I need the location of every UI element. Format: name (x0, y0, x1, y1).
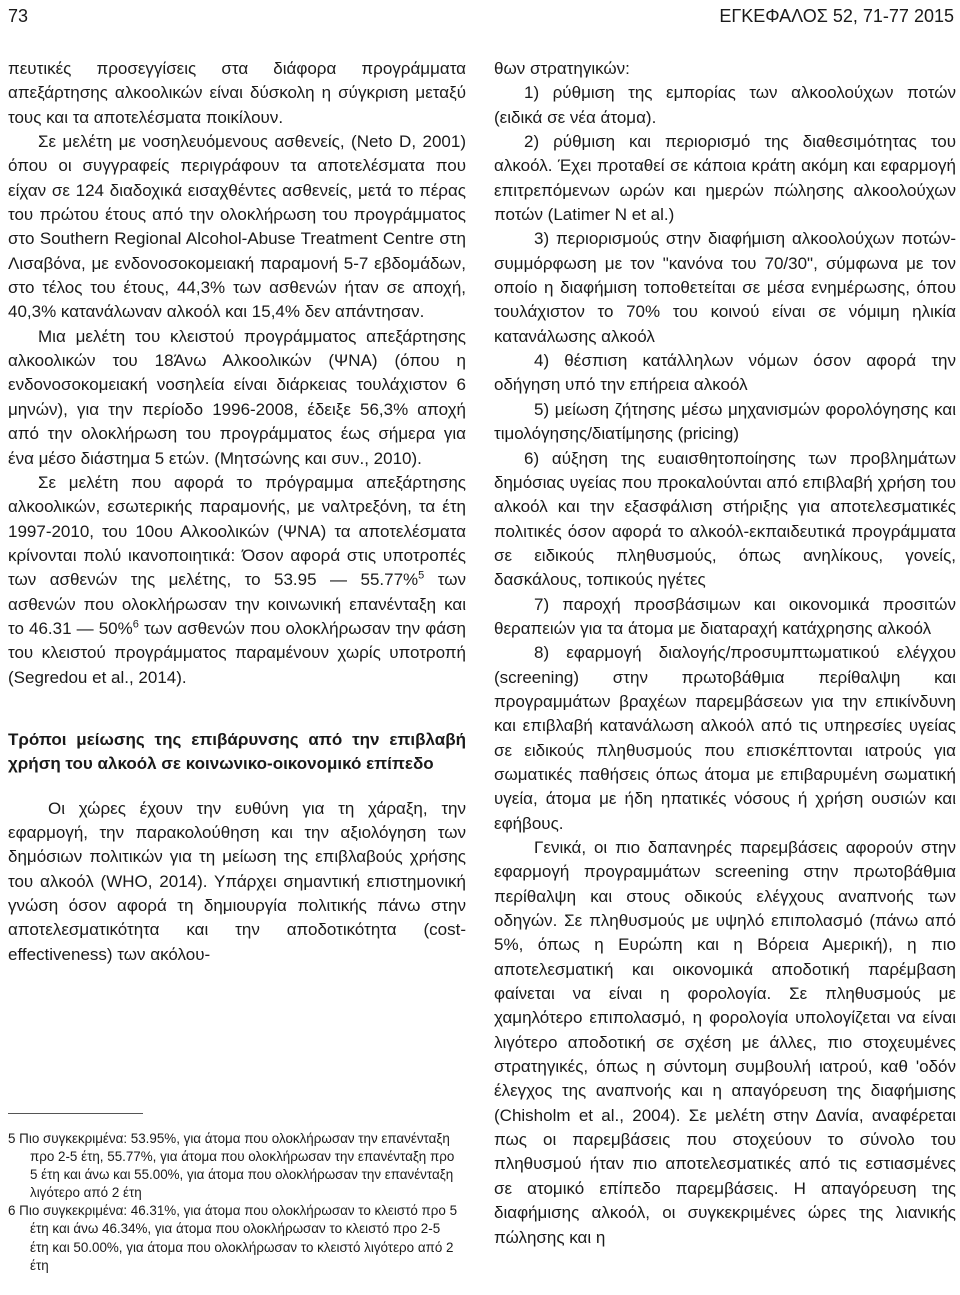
list-item: 7) παροχή προσβάσιμων και οικονομικά προσιτών θεραπειών για τα άτομα με διαταραχή κατάχρησης αλκοόλ (494, 594, 956, 638)
paragraph: Μια μελέτη του κλειστού προγράμματος απεξάρτησης αλκοολικών του 18Άνω Αλκοολικών (ΨΝΑ) (όπου η ενδονοσοκομειακή νοσηλεία είναι διάρκειας τουλάχιστον 6 μηνών), για την περίοδο 1996-2008, έδειξε 56,3% αποχή από την ολοκλήρωση του προγράμματος έως σήμερα για ένα μέσο διάστημα 5 ετών. (Μητσώνης και συν., 2010). (8, 326, 466, 468)
list-item: 2) ρύθμιση και περιορισμό της διαθεσιμότητας του αλκοόλ. Έχει προταθεί σε κάποια κράτη ακόμη και εφαρμογή επιτρεπόμενων ωρών και ημερών πώλησης αλκοολούχων ποτών (Latimer N et al.) (494, 132, 956, 225)
paragraph: θων στρατηγικών: (494, 59, 630, 78)
text-run: των ασθενών που ολοκλήρωσαν την φάση του κλειστού προγράμματος παραμένουν χωρίς υποτροπή (Segredou et al., 2014). (8, 618, 466, 687)
list-item: 5) μείωση ζήτησης μέσω μηχανισμών φορολόγησης και τιμολόγησης/διατίμησης (pricing) (494, 399, 956, 444)
right-column (494, 57, 956, 1250)
footnote-ref-5: 5 (418, 569, 425, 582)
footnotes (8, 1130, 458, 1275)
paragraph: πευτικές προσεγγίσεις στα διάφορα προγράμματα απεξάρτησης αλκοολικών είναι δύσκολη η σύγκριση μεταξύ τους και τα αποτελέσματα ποικίλουν. (8, 59, 466, 127)
list-item: 3) περιορισμούς στην διαφήμιση αλκοολούχων ποτών- συμμόρφωση με τον "κανόνα του 70/30", σύμφωνα με τον οποίο η διαφήμιση τοποθετείται σε μέσα ενημέρωσης, όπου τουλάχιστον το 70% του κοινού είναι σε νόμιμη ηλικία κατανάλωσης αλκοόλ (494, 229, 956, 346)
page-number: 73 (8, 6, 29, 26)
paragraph: Οι χώρες έχουν την ευθύνη για τη χάραξη, την εφαρμογή, την παρακολούθηση και την αξιολόγηση των δημόσιων πολιτικών για τη μείωση της επιβλαβούς χρήσης του αλκοόλ (WHO, 2014). Υπάρχει σημαντική επιστημονική γνώση όσον αφορά τη δημιουργία πολιτικής πάνω στην αποτελεσματικότητα και την αποδοτικότητα (cost-effectiveness) των ακόλου- (8, 798, 466, 964)
footnote-divider (8, 1113, 143, 1114)
list-item: 8) εφαρμογή διαλογής/προσυμπτωματικού ελέγχου (screening) στην πρωτοβάθμια περίθαλψη και προγραμμάτων βραχέων παρεμβάσεων για την επικίνδυνη και επιβλαβή κατανάλωση αλκοόλ από τις υπηρεσίες υγείας σε ειδικούς πληθυσμούς που επισκέπτονται ιατρούς για σωματικές παθήσεις όπως άτομα με επιβαρυμένη σωματική υγεία, άτομα με ήδη ηπατικές νόσους ή χρήση ουσιών και εφήβους. (494, 643, 956, 833)
section-heading: Τρόποι μείωσης της επιβάρυνσης από την επιβλαβή χρήση του αλκοόλ σε κοινωνικο-οικονομικό επίπεδο (8, 729, 466, 774)
text-run: των ασθενών που ολοκλήρωσαν την κοινωνική επανένταξη και το 46.31 — 50% (8, 570, 466, 638)
paragraph: Σε μελέτη με νοσηλευόμενους ασθενείς, (Neto D, 2001) όπου οι συγγραφείς περιγράφουν τα αποτελέσματα που είχαν σε 124 διαδοχικά εισαχθέντες ασθενείς, μετά το πέρας του πρώτου έτους από την ολοκλήρωση του προγράμματος στο Southern Regional Alcohol-Abuse Treatment Centre στη Λισαβόνα, με ενδονοσοκομειακή παραμονή 5-7 εβδομάδων, στο τέλος του έτους, 44,3% των ασθενών ήταν σε αποχή, 40,3% κατανάλωναν αλκοόλ και 15,4% δεν απάντησαν. (8, 132, 466, 322)
page-header (0, 0, 960, 34)
paragraph: Γενικά, οι πιο δαπανηρές παρεμβάσεις αφορούν στην εφαρμογή προγραμμάτων screening στην πρωτοβάθμια περίθαλψη και στους οδικούς ελέγχους αναπνοής των οδηγών. Σε πληθυσμούς με υψηλό επιπολασμό (πάνω από 5%, όπως η Ευρώπη και η Βόρεια Αμερική), η πιο αποτελεσματική και οικονομικά αποδοτική παρέμβαση φαίνεται να είναι η φορολογία. Σε πληθυσμούς με χαμηλότερο επιπολασμό, η φορολογία υπολογίζεται να είναι λιγότερο αποδοτική σε σχέση με άλλες, πιο στοχευμένες στρατηγικές, όπως η σύντομη συμβουλή ιατρού, καθ 'οδόν έλεγχος της αναπνοής και η απαγόρευση της διαφήμισης (Chisholm et al., 2004). Σε μελέτη στην Δανία, αναφέρεται πως οι παρεμβάσεις που στοχεύουν το σύνολο του πληθυσμού ήταν πιο αποτελεσματικές από τις εστιασμένες σε ατομικό επίπεδο παρεμβάσεις. Η απαγόρευση της διαφήμισης αλκοόλ, οι συγκεκριμένες ώρες της λιανικής πώλησης και η (494, 838, 956, 1247)
footnote-6: 6 Πιο συγκεκριμένα: 46.31%, για άτομα που ολοκλήρωσαν το κλειστό προ 5 έτη και άνω 46.34%, για άτομα που ολοκλήρωσαν το κλειστό προ 2-5 έτη και 50.00%, για άτομα που ολοκλήρωσαν το κλειστό λιγότερο από 2 έτη (8, 1203, 458, 1273)
list-item: 4) θέσπιση κατάλληλων νόμων όσον αφορά την οδήγηση υπό την επήρεια αλκοόλ (494, 351, 956, 395)
list-item: 6) αύξηση της ευαισθητοποίησης των προβλημάτων δημόσιας υγείας που προκαλούνται από επιβλαβή χρήση του αλκοόλ και την εξασφάλιση στήριξης για αποτελεσματικές πολιτικές όσον αφορά το αλκοόλ-εκπαιδευτικά προγράμματα σε ειδικούς πληθυσμούς, όπως ανηλίκους, γονείς, δασκάλους, τοπικούς ηγέτες (494, 448, 956, 590)
list-item: 1) ρύθμιση της εμπορίας των αλκοολούχων ποτών (ειδικά σε νέα άτομα). (494, 83, 956, 127)
journal-reference: ΕΓΚΕΦΑΛΟΣ 52, 71-77 2015 (719, 6, 954, 26)
text-run: Σε μελέτη που αφορά το πρόγραμμα απεξάρτησης αλκοολικών, εσωτερικής παραμονής, με ναλτρεξόνη, τα έτη 1997-2010, του 10ου Αλκοολικών (ΨΝΑ) τα αποτελέσματα κρίνονται πολύ ικανοποιητικά: Όσον αφορά στις υποτροπές των ασθενών της μελέτης, το 53.95 — 55.77% (8, 472, 466, 590)
footnote-ref-6: 6 (132, 618, 139, 631)
footnote-5: 5 Πιο συγκεκριμένα: 53.95%, για άτομα που ολοκλήρωσαν την επανένταξη προ 2-5 έτη, 55.77%, για άτομα που ολοκλήρωσαν την επανένταξη προ 5 έτη και άνω και 55.00%, για άτομα που ολοκλήρωσαν την επανένταξη λιγότερο από 2 έτη (8, 1131, 455, 1201)
left-column (8, 57, 466, 967)
paragraph (8, 471, 466, 690)
